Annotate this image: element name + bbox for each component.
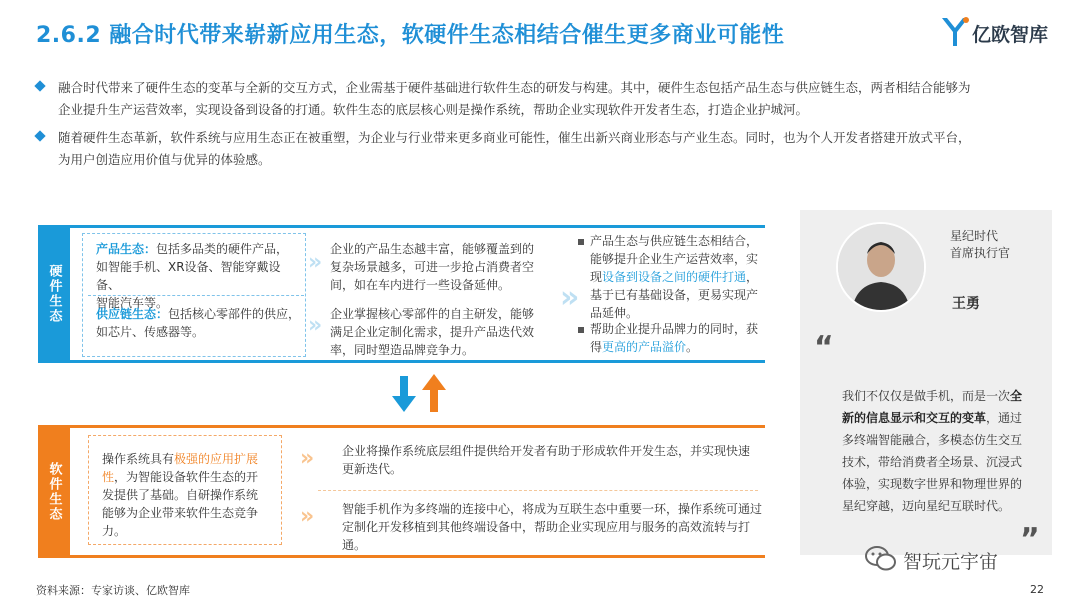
product-ecosystem-rest-2: 如智能手机、XR设备、智能穿戴设备、 xyxy=(96,260,281,292)
quote-title: 首席执行官 xyxy=(950,246,1011,260)
bullet-1-line-1: 融合时代带来了硬件生态的变革与全新的交互方式，企业需基于硬件基础进行软件生态的研发与构建。其中，硬件生态包括产品生态与供应链生态，两者相结合能够为 xyxy=(58,80,971,95)
quote-person-name: 王勇 xyxy=(952,296,980,312)
os-text-a: 操作系统具有 xyxy=(102,452,175,466)
product-ecosystem-rest-1: 包括多品类的硬件产品， xyxy=(156,242,289,256)
software-result-1-line-1: 企业将操作系统底层组件提供给开发者有助于形成软件开发生态，并实现快速 xyxy=(342,444,751,458)
wechat-account-name: 智玩元宇宙 xyxy=(903,551,999,573)
logo-text: 亿欧智库 xyxy=(972,24,1049,46)
brand-logo xyxy=(940,16,1060,48)
product-ecosystem-head: 产品生态： xyxy=(96,242,157,256)
hardware-result-1 xyxy=(578,232,763,322)
chevron-right-icon: » xyxy=(308,313,323,338)
supply-ecosystem-text xyxy=(96,305,301,341)
os-highlight-2: 性 xyxy=(102,470,115,484)
result-1-highlight: 设备到设备之间的硬件打通 xyxy=(602,270,747,284)
quote-text xyxy=(842,385,1027,517)
avatar xyxy=(836,222,926,312)
software-result-2-line-1: 智能手机作为多终端的连接中心，将成为互联生态中重要一环，操作系统可通过 xyxy=(342,502,763,516)
result-1-line-3c: ， xyxy=(746,270,759,284)
software-ecosystem-label: 软件生态 xyxy=(38,425,70,558)
square-bullet-icon xyxy=(578,327,584,333)
wechat-watermark xyxy=(865,545,1055,575)
chevron-right-large-icon: » xyxy=(560,280,580,315)
os-text xyxy=(102,450,272,540)
supply-ecosystem-head: 供应链生态： xyxy=(96,307,169,321)
quote-bold-2: 新的信息显示和交互的变革 xyxy=(842,411,987,425)
open-quote-icon: “ xyxy=(814,330,834,365)
supply-desc-line-3: 率，同时塑造品牌竞争力。 xyxy=(330,343,475,357)
os-text-e: 发提供了基础。自研操作系统 xyxy=(102,488,259,502)
result-1-line-3a: 现 xyxy=(590,270,603,284)
diamond-bullet-icon xyxy=(34,130,45,141)
result-2-line-1: 帮助企业提升品牌力的同时，获 xyxy=(590,322,759,336)
result-2-line-2c: 。 xyxy=(686,340,699,354)
result-1-line-2: 能够提升企业生产运营效率，实 xyxy=(590,252,759,266)
supply-ecosystem-rest-1: 包括核心零部件的供应， xyxy=(168,307,301,321)
result-2-highlight: 更高的产品溢价 xyxy=(602,340,687,354)
result-1-line-1: 产品生态与供应链生态相结合， xyxy=(590,234,759,248)
logo-mark-icon xyxy=(940,16,970,48)
supply-ecosystem-desc xyxy=(330,305,555,359)
software-top-rule xyxy=(38,425,765,428)
supply-ecosystem-rest-2: 如芯片、传感器等。 xyxy=(96,325,205,339)
quote-company: 星纪时代 xyxy=(950,229,999,243)
os-text-f: 能够为企业带来软件生态竞争 xyxy=(102,506,259,520)
product-desc-line-3: 间，如在车内进行一些设备延伸。 xyxy=(330,278,511,292)
quote-role xyxy=(950,228,1010,262)
chevron-right-icon: » xyxy=(300,446,315,471)
supply-desc-line-1: 企业掌握核心零部件的自主研发，能够 xyxy=(330,307,535,321)
quote-line-6: 星纪穿越，迈向星纪互联时代。 xyxy=(842,499,1011,513)
bullet-1-line-2: 企业提升生产运营效率，实现设备到设备的打通。软件生态的底层核心则是操作系统，帮助企业实现软件开发者生态，打造企业护城河。 xyxy=(58,102,809,117)
person-portrait-icon xyxy=(838,224,924,310)
square-bullet-icon xyxy=(578,239,584,245)
software-result-2 xyxy=(342,500,762,554)
result-1-line-4: 基于已有基础设备，更易实现产 xyxy=(590,288,759,302)
result-1-line-5: 品延伸。 xyxy=(590,306,639,320)
hardware-result-2 xyxy=(578,320,763,356)
product-ecosystem-rest-3: 智能汽车等。 xyxy=(96,296,169,310)
os-text-d: ，为智能设备软件生态的开 xyxy=(114,470,259,484)
chevron-right-icon: » xyxy=(308,250,323,275)
quote-bold-1: 全 xyxy=(1010,389,1023,403)
hardware-bottom-rule xyxy=(38,360,765,363)
product-ecosystem-text xyxy=(96,240,301,312)
quote-line-3: 多终端智能融合，多模态仿生交互 xyxy=(842,433,1023,447)
quote-line-1: 我们不仅仅是做手机，而是一次 xyxy=(842,389,1011,403)
wechat-icon xyxy=(865,545,897,573)
product-desc-line-1: 企业的产品生态越丰富，能够覆盖到的 xyxy=(330,242,535,256)
product-desc-line-2: 复杂场景越多，可进一步抢占消费者空 xyxy=(330,260,535,274)
software-bottom-rule xyxy=(38,555,765,558)
exchange-arrows xyxy=(392,372,452,420)
supply-desc-line-2: 满足企业定制化需求，提升产品迭代效 xyxy=(330,325,535,339)
up-down-arrows-icon xyxy=(392,372,452,416)
chevron-right-icon: » xyxy=(300,504,315,529)
page-title: 2.6.2 融合时代带来崭新应用生态，软硬件生态相结合催生更多商业可能性 xyxy=(36,23,785,48)
product-ecosystem-desc xyxy=(330,240,555,294)
bullet-1 xyxy=(36,77,1046,121)
quote-line-2: ，通过 xyxy=(986,411,1023,425)
os-text-g: 力。 xyxy=(102,524,127,538)
quote-line-5: 体验，实现数字世界和物理世界的 xyxy=(842,477,1023,491)
software-divider xyxy=(318,490,758,491)
source-note: 资料来源：专家访谈、亿欧智库 xyxy=(36,584,190,597)
bullet-2-line-2: 为用户创造应用价值与优异的体验感。 xyxy=(58,152,271,167)
bullet-2 xyxy=(36,127,1046,171)
software-result-1 xyxy=(342,442,762,478)
diamond-bullet-icon xyxy=(34,80,45,91)
hardware-top-rule xyxy=(38,225,765,228)
os-highlight-1: 极强的应用扩展 xyxy=(174,452,259,466)
close-quote-icon: ” xyxy=(1020,522,1040,557)
software-result-1-line-2: 更新迭代。 xyxy=(342,462,403,476)
quote-line-4: 技术，带给消费者全场景、沉浸式 xyxy=(842,455,1023,469)
software-result-2-line-2: 定制化开发移植到其他终端设备中，帮助企业实现应用与服务的高效流转与打通。 xyxy=(342,520,751,552)
bullet-2-line-1: 随着硬件生态革新，软件系统与应用生态正在被重塑，为企业与行业带来更多商业可能性，催生出新兴商业形态与产业生态。同时，也为个人开发者搭建开放式平台， xyxy=(58,130,971,145)
result-2-line-2a: 得 xyxy=(590,340,603,354)
hardware-ecosystem-label: 硬件生态 xyxy=(38,225,70,363)
page-number: 22 xyxy=(1030,583,1044,596)
